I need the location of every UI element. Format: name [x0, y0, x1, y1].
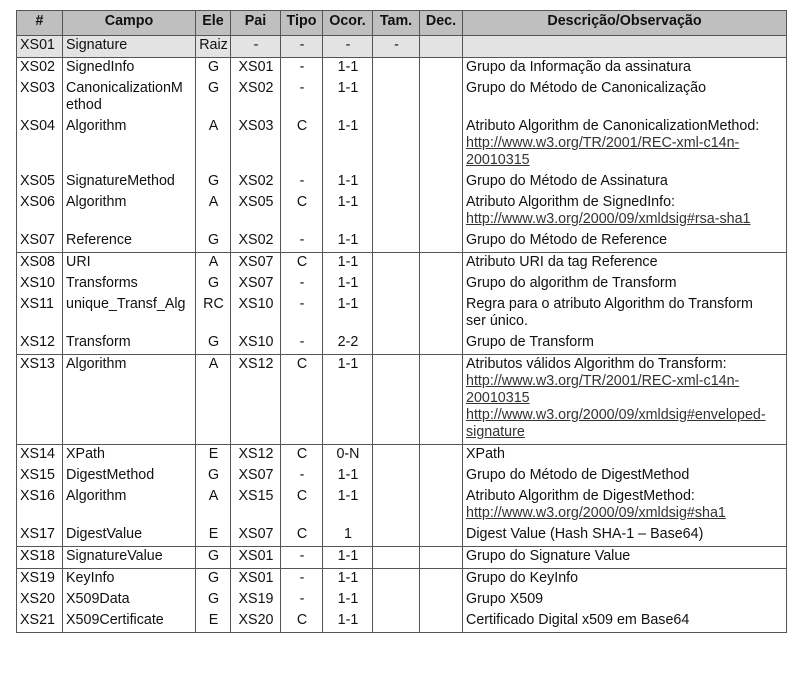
cell-pai: XS01 — [231, 58, 281, 80]
cell-ocor: 1-1 — [323, 253, 373, 275]
cell-dec — [420, 58, 463, 80]
cell-campo: XPath — [63, 445, 196, 467]
cell-ocor: 1-1 — [323, 611, 373, 633]
cell-campo: Algorithm — [63, 355, 196, 445]
description-text: Atributo Algorithm de SignedInfo: — [466, 194, 676, 210]
cell-tipo: - — [281, 466, 323, 487]
cell-id: XS08 — [17, 253, 63, 275]
cell-ocor: 1-1 — [323, 172, 373, 193]
cell-tipo: - — [281, 569, 323, 591]
cell-campo: Transform — [63, 333, 196, 355]
cell-descricao: Grupo do algorithm de Transform — [463, 274, 787, 295]
cell-descricao — [463, 117, 787, 172]
cell-descricao: Certificado Digital x509 em Base64 — [463, 611, 787, 633]
cell-id: XS06 — [17, 193, 63, 231]
cell-dec — [420, 172, 463, 193]
column-header-campo: Campo — [63, 11, 196, 36]
cell-id: XS04 — [17, 117, 63, 172]
cell-id: XS17 — [17, 525, 63, 547]
cell-campo: Signature — [63, 36, 196, 58]
cell-tipo: - — [281, 590, 323, 611]
cell-pai: XS01 — [231, 569, 281, 591]
cell-ele: G — [196, 547, 231, 569]
cell-id: XS05 — [17, 172, 63, 193]
cell-dec — [420, 274, 463, 295]
cell-tam — [373, 355, 420, 445]
cell-dec — [420, 253, 463, 275]
table-row — [17, 172, 787, 193]
column-header-tam: Tam. — [373, 11, 420, 36]
cell-ocor: 1-1 — [323, 355, 373, 445]
cell-pai: XS02 — [231, 79, 281, 117]
cell-ele: G — [196, 79, 231, 117]
column-header-descricao: Descrição/Observação — [463, 11, 787, 36]
cell-descricao: Grupo do KeyInfo — [463, 569, 787, 591]
cell-tam — [373, 295, 420, 333]
cell-dec — [420, 569, 463, 591]
cell-ele: E — [196, 611, 231, 633]
cell-ocor: 1-1 — [323, 547, 373, 569]
column-header-pai: Pai — [231, 11, 281, 36]
cell-tam — [373, 547, 420, 569]
cell-ele: A — [196, 253, 231, 275]
cell-campo: X509Data — [63, 590, 196, 611]
header-row — [17, 11, 787, 36]
table-row — [17, 193, 787, 231]
table-row — [17, 487, 787, 525]
cell-campo: X509Certificate — [63, 611, 196, 633]
cell-pai: XS20 — [231, 611, 281, 633]
campo-line-2: ethod — [66, 97, 102, 113]
cell-ocor: 1-1 — [323, 274, 373, 295]
cell-pai: XS07 — [231, 466, 281, 487]
cell-descricao — [463, 355, 787, 445]
cell-dec — [420, 547, 463, 569]
cell-ocor: 2-2 — [323, 333, 373, 355]
cell-tipo: - — [281, 36, 323, 58]
cell-descricao — [463, 193, 787, 231]
cell-descricao: XPath — [463, 445, 787, 467]
column-header-ele: Ele — [196, 11, 231, 36]
cell-id: XS01 — [17, 36, 63, 58]
description-link[interactable]: http://www.w3.org/TR/2001/REC-xml-c14n- — [466, 135, 740, 151]
cell-tam — [373, 117, 420, 172]
cell-ele: Raiz — [196, 36, 231, 58]
cell-ocor: 1-1 — [323, 231, 373, 253]
cell-tam — [373, 231, 420, 253]
table-row — [17, 547, 787, 569]
cell-descricao — [463, 487, 787, 525]
cell-descricao — [463, 36, 787, 58]
cell-ocor: 1-1 — [323, 466, 373, 487]
cell-ele: A — [196, 193, 231, 231]
cell-ocor: 1-1 — [323, 58, 373, 80]
cell-ele: G — [196, 172, 231, 193]
cell-ele: G — [196, 569, 231, 591]
cell-pai: XS01 — [231, 547, 281, 569]
cell-id: XS19 — [17, 569, 63, 591]
cell-tipo: C — [281, 445, 323, 467]
table-row — [17, 58, 787, 80]
cell-tipo: C — [281, 355, 323, 445]
cell-tipo: C — [281, 487, 323, 525]
cell-campo: KeyInfo — [63, 569, 196, 591]
cell-pai: XS07 — [231, 274, 281, 295]
cell-dec — [420, 79, 463, 117]
table-row — [17, 117, 787, 172]
cell-id: XS14 — [17, 445, 63, 467]
cell-id: XS21 — [17, 611, 63, 633]
cell-tipo: - — [281, 547, 323, 569]
cell-campo: SignedInfo — [63, 58, 196, 80]
cell-ocor: 1-1 — [323, 569, 373, 591]
cell-tipo: C — [281, 193, 323, 231]
cell-dec — [420, 333, 463, 355]
cell-descricao: Grupo X509 — [463, 590, 787, 611]
cell-pai: XS02 — [231, 172, 281, 193]
table-row — [17, 333, 787, 355]
cell-tam — [373, 569, 420, 591]
cell-ocor: 1-1 — [323, 117, 373, 172]
cell-id: XS15 — [17, 466, 63, 487]
campo-line-1: CanonicalizationM — [66, 80, 183, 96]
cell-dec — [420, 295, 463, 333]
cell-pai: XS12 — [231, 355, 281, 445]
column-header-id: # — [17, 11, 63, 36]
cell-ocor: 1-1 — [323, 487, 373, 525]
description-link[interactable]: 20010315 — [466, 390, 530, 406]
cell-descricao: Grupo do Método de DigestMethod — [463, 466, 787, 487]
table-row — [17, 590, 787, 611]
cell-tam — [373, 611, 420, 633]
cell-tam — [373, 58, 420, 80]
cell-tam — [373, 79, 420, 117]
cell-ocor: 1-1 — [323, 295, 373, 333]
cell-tipo: C — [281, 117, 323, 172]
cell-campo: Algorithm — [63, 117, 196, 172]
cell-dec — [420, 466, 463, 487]
cell-pai: XS10 — [231, 333, 281, 355]
cell-campo: URI — [63, 253, 196, 275]
cell-descricao: Grupo do Método de Reference — [463, 231, 787, 253]
description-link[interactable]: http://www.w3.org/2000/09/xmldsig#rsa-sha1 — [466, 211, 751, 227]
cell-tipo: - — [281, 172, 323, 193]
cell-tam: - — [373, 36, 420, 58]
cell-pai: - — [231, 36, 281, 58]
cell-ele: G — [196, 333, 231, 355]
cell-pai: XS02 — [231, 231, 281, 253]
cell-tipo: C — [281, 525, 323, 547]
cell-tipo: - — [281, 79, 323, 117]
cell-pai: XS07 — [231, 525, 281, 547]
cell-ele: E — [196, 445, 231, 467]
cell-ele: G — [196, 466, 231, 487]
cell-campo: Reference — [63, 231, 196, 253]
cell-tam — [373, 333, 420, 355]
cell-dec — [420, 611, 463, 633]
cell-tam — [373, 525, 420, 547]
table-row — [17, 466, 787, 487]
cell-dec — [420, 487, 463, 525]
cell-descricao: Grupo de Transform — [463, 333, 787, 355]
cell-tam — [373, 466, 420, 487]
cell-tam — [373, 193, 420, 231]
cell-pai: XS15 — [231, 487, 281, 525]
cell-campo: unique_Transf_Alg — [63, 295, 196, 333]
cell-campo: SignatureValue — [63, 547, 196, 569]
cell-campo — [63, 79, 196, 117]
table-row — [17, 525, 787, 547]
cell-ele: G — [196, 231, 231, 253]
cell-tam — [373, 487, 420, 525]
cell-descricao: Digest Value (Hash SHA-1 – Base64) — [463, 525, 787, 547]
table-row — [17, 355, 787, 445]
cell-dec — [420, 193, 463, 231]
column-header-dec: Dec. — [420, 11, 463, 36]
cell-dec — [420, 355, 463, 445]
cell-id: XS10 — [17, 274, 63, 295]
cell-ele: RC — [196, 295, 231, 333]
cell-tipo: - — [281, 231, 323, 253]
description-link[interactable]: http://www.w3.org/2000/09/xmldsig#enveloped- — [466, 407, 766, 423]
cell-ele: G — [196, 590, 231, 611]
cell-dec — [420, 36, 463, 58]
cell-pai: XS05 — [231, 193, 281, 231]
cell-campo: SignatureMethod — [63, 172, 196, 193]
cell-tam — [373, 274, 420, 295]
cell-pai: XS19 — [231, 590, 281, 611]
cell-tipo: - — [281, 295, 323, 333]
cell-tipo: C — [281, 253, 323, 275]
cell-pai: XS03 — [231, 117, 281, 172]
cell-tipo: - — [281, 58, 323, 80]
description-line-2: ser único. — [466, 313, 528, 329]
cell-id: XS03 — [17, 79, 63, 117]
cell-id: XS07 — [17, 231, 63, 253]
cell-descricao: Grupo da Informação da assinatura — [463, 58, 787, 80]
cell-dec — [420, 590, 463, 611]
description-link[interactable]: http://www.w3.org/TR/2001/REC-xml-c14n- — [466, 373, 740, 389]
cell-ocor: 1-1 — [323, 193, 373, 231]
cell-ele: G — [196, 274, 231, 295]
cell-id: XS20 — [17, 590, 63, 611]
cell-campo: DigestValue — [63, 525, 196, 547]
cell-descricao — [463, 295, 787, 333]
cell-ocor: 1 — [323, 525, 373, 547]
table-row — [17, 295, 787, 333]
cell-tam — [373, 590, 420, 611]
description-text: Atributo Algorithm de DigestMethod: — [466, 488, 695, 504]
description-link[interactable]: http://www.w3.org/2000/09/xmldsig#sha1 — [466, 505, 726, 521]
cell-tam — [373, 445, 420, 467]
description-link[interactable]: 20010315 — [466, 152, 530, 168]
table-row — [17, 231, 787, 253]
cell-campo: Algorithm — [63, 193, 196, 231]
cell-id: XS02 — [17, 58, 63, 80]
cell-descricao: Grupo do Signature Value — [463, 547, 787, 569]
table-row — [17, 79, 787, 117]
table-row — [17, 253, 787, 275]
cell-pai: XS12 — [231, 445, 281, 467]
cell-ele: E — [196, 525, 231, 547]
cell-ocor: - — [323, 36, 373, 58]
cell-tipo: C — [281, 611, 323, 633]
cell-tam — [373, 253, 420, 275]
cell-dec — [420, 445, 463, 467]
cell-descricao: Atributo URI da tag Reference — [463, 253, 787, 275]
cell-ele: A — [196, 117, 231, 172]
cell-ele: A — [196, 355, 231, 445]
cell-descricao: Grupo do Método de Assinatura — [463, 172, 787, 193]
cell-id: XS11 — [17, 295, 63, 333]
cell-ocor: 0-N — [323, 445, 373, 467]
table-row — [17, 569, 787, 591]
column-header-tipo: Tipo — [281, 11, 323, 36]
column-header-ocor: Ocor. — [323, 11, 373, 36]
cell-campo: Transforms — [63, 274, 196, 295]
description-line-1: Regra para o atributo Algorithm do Transform — [466, 296, 753, 312]
cell-tipo: - — [281, 333, 323, 355]
cell-campo: DigestMethod — [63, 466, 196, 487]
cell-tipo: - — [281, 274, 323, 295]
table-row — [17, 611, 787, 633]
cell-ocor: 1-1 — [323, 590, 373, 611]
cell-dec — [420, 231, 463, 253]
cell-descricao: Grupo do Método de Canonicalização — [463, 79, 787, 117]
table-row — [17, 36, 787, 58]
description-text: Atributo Algorithm de CanonicalizationMethod: — [466, 118, 760, 134]
cell-dec — [420, 117, 463, 172]
cell-ele: A — [196, 487, 231, 525]
cell-pai: XS07 — [231, 253, 281, 275]
cell-campo: Algorithm — [63, 487, 196, 525]
cell-dec — [420, 525, 463, 547]
description-text: Atributos válidos Algorithm do Transform: — [466, 356, 727, 372]
cell-id: XS18 — [17, 547, 63, 569]
table-row — [17, 274, 787, 295]
cell-tam — [373, 172, 420, 193]
cell-ocor: 1-1 — [323, 79, 373, 117]
description-link[interactable]: signature — [466, 424, 525, 440]
table-row — [17, 445, 787, 467]
cell-id: XS16 — [17, 487, 63, 525]
signature-fields-table — [16, 10, 787, 633]
cell-ele: G — [196, 58, 231, 80]
cell-id: XS12 — [17, 333, 63, 355]
cell-id: XS13 — [17, 355, 63, 445]
cell-pai: XS10 — [231, 295, 281, 333]
